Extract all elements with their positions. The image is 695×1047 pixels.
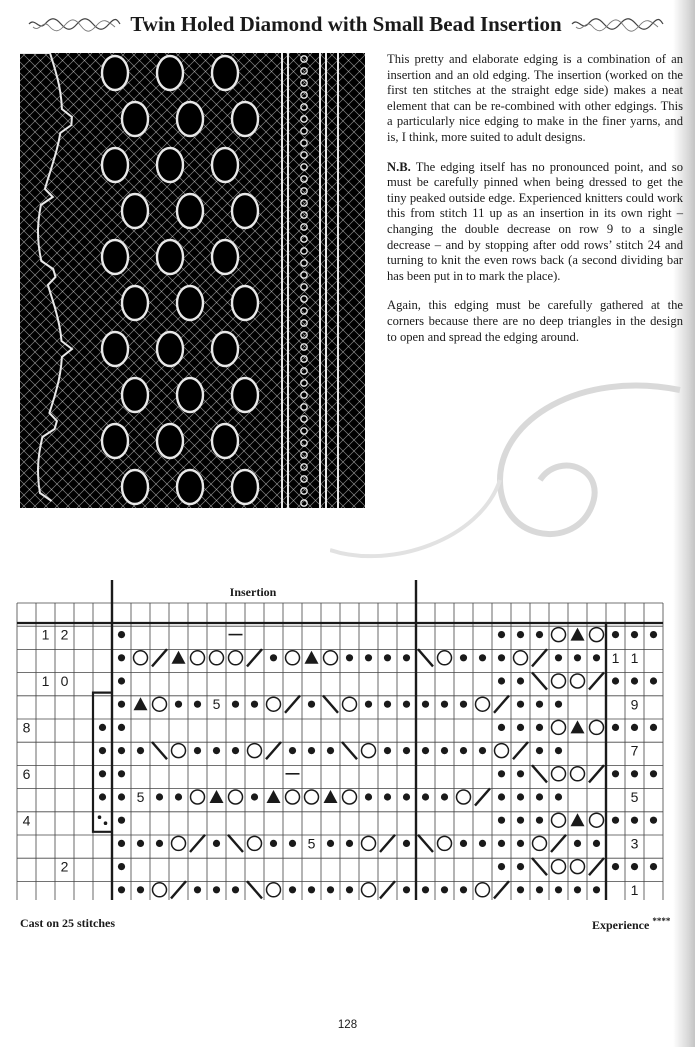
yarn-over bbox=[552, 628, 566, 642]
description-text bbox=[387, 52, 683, 359]
knit-stitch bbox=[346, 886, 353, 893]
k2tog bbox=[266, 742, 281, 759]
knit-stitch bbox=[403, 793, 410, 800]
knit-stitch bbox=[194, 747, 201, 754]
gathering-paragraph: Again, this edging must be carefully gathered at the corners because there are no deep triangles in the design to open and spread the edging around. bbox=[387, 298, 683, 344]
yarn-over bbox=[552, 674, 566, 688]
experience-rating bbox=[592, 916, 670, 933]
right-ornament-icon bbox=[570, 15, 665, 33]
k2tog bbox=[190, 835, 205, 852]
yarn-over bbox=[590, 628, 604, 642]
yarn-over bbox=[590, 720, 604, 734]
knit-stitch bbox=[536, 724, 543, 731]
yarn-over bbox=[476, 697, 490, 711]
knit-stitch bbox=[99, 747, 106, 754]
knit-stitch bbox=[517, 886, 524, 893]
knit-stitch bbox=[612, 863, 619, 870]
knit-stitch bbox=[498, 793, 505, 800]
yarn-over bbox=[267, 697, 281, 711]
knit-stitch bbox=[118, 747, 125, 754]
knit-stitch bbox=[555, 793, 562, 800]
knitting-chart bbox=[10, 580, 670, 900]
yarn-over bbox=[362, 744, 376, 758]
row-number: 3 bbox=[630, 835, 639, 852]
knit-stitch bbox=[460, 747, 467, 754]
knit-stitch bbox=[118, 770, 125, 777]
row-number: 1 bbox=[611, 649, 620, 666]
knit-stitch bbox=[118, 724, 125, 731]
k2tog bbox=[152, 649, 167, 666]
ssk bbox=[532, 672, 547, 689]
page-number: 128 bbox=[337, 1019, 358, 1031]
knit-stitch bbox=[555, 701, 562, 708]
row-number: 0 bbox=[60, 673, 69, 690]
yarn-over bbox=[552, 767, 566, 781]
page-header bbox=[14, 10, 678, 38]
row-number: 6 bbox=[22, 765, 31, 782]
knit-stitch bbox=[213, 886, 220, 893]
knit-stitch bbox=[346, 840, 353, 847]
knit-stitch bbox=[536, 747, 543, 754]
yarn-over bbox=[571, 674, 585, 688]
lace-pattern-image bbox=[20, 53, 365, 508]
k2tog bbox=[532, 649, 547, 666]
knit-stitch bbox=[156, 793, 163, 800]
ssk bbox=[342, 742, 357, 759]
knit-stitch bbox=[441, 747, 448, 754]
yarn-over bbox=[248, 744, 262, 758]
knit-stitch bbox=[593, 654, 600, 661]
knit-stitch bbox=[365, 793, 372, 800]
knit-stitch bbox=[631, 863, 638, 870]
knit-stitch bbox=[555, 886, 562, 893]
knit-stitch bbox=[612, 724, 619, 731]
knit-stitch bbox=[270, 654, 277, 661]
ssk bbox=[247, 881, 262, 898]
knitting-chart-svg bbox=[10, 580, 670, 900]
knit-stitch bbox=[422, 747, 429, 754]
knit-stitch bbox=[498, 863, 505, 870]
knit-stitch bbox=[479, 747, 486, 754]
row-number: 4 bbox=[22, 812, 31, 829]
knit-stitch bbox=[118, 863, 125, 870]
yarn-over bbox=[191, 651, 205, 665]
knit-stitch bbox=[289, 747, 296, 754]
knit-stitch bbox=[422, 886, 429, 893]
yarn-over bbox=[571, 767, 585, 781]
k2tog bbox=[285, 696, 300, 713]
knit-stitch bbox=[118, 793, 125, 800]
knit-stitch bbox=[194, 701, 201, 708]
knit-stitch bbox=[213, 840, 220, 847]
k2tog bbox=[513, 742, 528, 759]
double-decrease bbox=[571, 813, 585, 826]
knit-stitch bbox=[156, 840, 163, 847]
knit-stitch bbox=[536, 817, 543, 824]
knit-stitch bbox=[650, 817, 657, 824]
knit-stitch bbox=[137, 840, 144, 847]
knit-stitch bbox=[650, 631, 657, 638]
knit-stitch bbox=[289, 840, 296, 847]
knit-stitch bbox=[308, 886, 315, 893]
ssk bbox=[152, 742, 167, 759]
knit-stitch bbox=[251, 793, 258, 800]
decorative-swirl bbox=[330, 380, 690, 580]
k2tog bbox=[494, 696, 509, 713]
knit-stitch bbox=[137, 886, 144, 893]
double-decrease bbox=[571, 720, 585, 733]
chart-number: 5 bbox=[307, 835, 316, 852]
row-number: 1 bbox=[41, 626, 50, 643]
knit-stitch bbox=[612, 677, 619, 684]
knit-stitch bbox=[175, 793, 182, 800]
knit-stitch bbox=[631, 770, 638, 777]
yarn-over bbox=[590, 813, 604, 827]
knit-stitch bbox=[118, 701, 125, 708]
ssk bbox=[532, 858, 547, 875]
chart-number: 5 bbox=[136, 789, 145, 805]
knit-stitch bbox=[517, 793, 524, 800]
k2tog bbox=[589, 672, 604, 689]
yarn-over bbox=[229, 790, 243, 804]
knit-stitch bbox=[612, 817, 619, 824]
k2tog bbox=[475, 788, 490, 805]
knit-stitch bbox=[175, 701, 182, 708]
knit-stitch bbox=[232, 701, 239, 708]
row-number: 1 bbox=[41, 673, 50, 690]
knit-stitch bbox=[213, 747, 220, 754]
knit-stitch bbox=[365, 654, 372, 661]
knit-stitch bbox=[384, 654, 391, 661]
nb-paragraph bbox=[387, 160, 683, 285]
row-number: 7 bbox=[630, 742, 639, 759]
double-decrease bbox=[210, 790, 224, 803]
knit-stitch bbox=[517, 631, 524, 638]
chart-title: Insertion bbox=[229, 585, 277, 599]
row-number: 2 bbox=[60, 858, 69, 875]
row-number: 5 bbox=[630, 789, 639, 806]
bead bbox=[104, 821, 108, 825]
knit-stitch bbox=[118, 840, 125, 847]
knit-stitch bbox=[327, 886, 334, 893]
knit-stitch bbox=[270, 840, 277, 847]
knit-stitch bbox=[460, 886, 467, 893]
yarn-over bbox=[495, 744, 509, 758]
knit-stitch bbox=[631, 817, 638, 824]
knit-stitch bbox=[498, 840, 505, 847]
k2tog bbox=[171, 881, 186, 898]
experience-label: Experience bbox=[592, 918, 650, 932]
knit-stitch bbox=[631, 724, 638, 731]
k2tog bbox=[589, 765, 604, 782]
double-decrease bbox=[305, 651, 319, 664]
knit-stitch bbox=[384, 747, 391, 754]
knit-stitch bbox=[327, 747, 334, 754]
row-number: 8 bbox=[22, 719, 31, 736]
knit-stitch bbox=[517, 724, 524, 731]
knit-stitch bbox=[498, 631, 505, 638]
knit-stitch bbox=[612, 770, 619, 777]
double-decrease bbox=[324, 790, 338, 803]
yarn-over bbox=[552, 720, 566, 734]
knit-stitch bbox=[517, 770, 524, 777]
yarn-over bbox=[210, 651, 224, 665]
yarn-over bbox=[571, 860, 585, 874]
knit-stitch bbox=[308, 747, 315, 754]
yarn-over bbox=[191, 790, 205, 804]
row-number: 2 bbox=[60, 626, 69, 643]
yarn-over bbox=[153, 883, 167, 897]
knit-stitch bbox=[118, 677, 125, 684]
knit-stitch bbox=[118, 654, 125, 661]
yarn-over bbox=[248, 836, 262, 850]
knit-stitch bbox=[441, 886, 448, 893]
knit-stitch bbox=[118, 886, 125, 893]
knit-stitch bbox=[517, 817, 524, 824]
knit-stitch bbox=[460, 840, 467, 847]
knit-stitch bbox=[555, 747, 562, 754]
yarn-over bbox=[362, 836, 376, 850]
yarn-over bbox=[552, 860, 566, 874]
knit-stitch bbox=[441, 793, 448, 800]
knit-stitch bbox=[612, 631, 619, 638]
ssk bbox=[418, 649, 433, 666]
knit-stitch bbox=[422, 701, 429, 708]
knit-stitch bbox=[498, 654, 505, 661]
ssk bbox=[323, 696, 338, 713]
knit-stitch bbox=[460, 701, 467, 708]
bead bbox=[98, 815, 102, 819]
yarn-over bbox=[286, 790, 300, 804]
ssk bbox=[228, 835, 243, 852]
nb-label: N.B. bbox=[387, 159, 411, 174]
row-number: 1 bbox=[630, 881, 639, 898]
knit-stitch bbox=[384, 701, 391, 708]
knit-stitch bbox=[99, 724, 106, 731]
yarn-over bbox=[533, 836, 547, 850]
row-number: 9 bbox=[630, 696, 639, 713]
double-decrease bbox=[267, 790, 281, 803]
experience-stars: **** bbox=[652, 916, 671, 926]
knit-stitch bbox=[574, 840, 581, 847]
knit-stitch bbox=[479, 654, 486, 661]
knit-stitch bbox=[536, 701, 543, 708]
knit-stitch bbox=[232, 747, 239, 754]
chart-step-outline bbox=[93, 693, 112, 832]
knit-stitch bbox=[99, 793, 106, 800]
knit-stitch bbox=[460, 654, 467, 661]
knit-stitch bbox=[441, 701, 448, 708]
knit-stitch bbox=[631, 631, 638, 638]
knit-stitch bbox=[498, 724, 505, 731]
knit-stitch bbox=[536, 886, 543, 893]
lace-photograph bbox=[20, 53, 365, 508]
knit-stitch bbox=[118, 631, 125, 638]
yarn-over bbox=[172, 744, 186, 758]
knit-stitch bbox=[403, 886, 410, 893]
cast-on-note: Cast on 25 stitches bbox=[20, 916, 115, 930]
double-decrease bbox=[134, 697, 148, 710]
yarn-over bbox=[457, 790, 471, 804]
knit-stitch bbox=[403, 701, 410, 708]
yarn-over bbox=[324, 651, 338, 665]
yarn-over bbox=[172, 836, 186, 850]
row-number: 1 bbox=[630, 649, 639, 666]
knit-stitch bbox=[555, 654, 562, 661]
yarn-over bbox=[552, 813, 566, 827]
knit-stitch bbox=[384, 793, 391, 800]
yarn-over bbox=[343, 697, 357, 711]
knit-stitch bbox=[517, 840, 524, 847]
ssk bbox=[532, 765, 547, 782]
k2tog bbox=[494, 881, 509, 898]
knit-stitch bbox=[308, 701, 315, 708]
knit-stitch bbox=[498, 817, 505, 824]
knit-stitch bbox=[346, 654, 353, 661]
knit-stitch bbox=[251, 701, 258, 708]
knit-stitch bbox=[536, 793, 543, 800]
double-decrease bbox=[172, 651, 186, 664]
k2tog bbox=[380, 881, 395, 898]
knit-stitch bbox=[517, 863, 524, 870]
knit-stitch bbox=[232, 886, 239, 893]
left-ornament-icon bbox=[27, 15, 122, 33]
knit-stitch bbox=[289, 886, 296, 893]
knit-stitch bbox=[194, 886, 201, 893]
yarn-over bbox=[286, 651, 300, 665]
yarn-over bbox=[438, 651, 452, 665]
knit-stitch bbox=[631, 677, 638, 684]
knit-stitch bbox=[403, 654, 410, 661]
yarn-over bbox=[229, 651, 243, 665]
knit-stitch bbox=[650, 724, 657, 731]
chart-number: 5 bbox=[212, 696, 221, 713]
knit-stitch bbox=[118, 817, 125, 824]
ssk bbox=[418, 835, 433, 852]
k2tog bbox=[589, 858, 604, 875]
knit-stitch bbox=[517, 701, 524, 708]
knit-stitch bbox=[650, 863, 657, 870]
knit-stitch bbox=[574, 886, 581, 893]
k2tog bbox=[551, 835, 566, 852]
yarn-over bbox=[514, 651, 528, 665]
knit-stitch bbox=[517, 677, 524, 684]
knit-stitch bbox=[574, 654, 581, 661]
knit-stitch bbox=[403, 840, 410, 847]
knit-stitch bbox=[327, 840, 334, 847]
yarn-over bbox=[362, 883, 376, 897]
yarn-over bbox=[267, 883, 281, 897]
double-decrease bbox=[571, 628, 585, 641]
knit-stitch bbox=[365, 701, 372, 708]
k2tog bbox=[247, 649, 262, 666]
knit-stitch bbox=[422, 793, 429, 800]
knit-stitch bbox=[536, 631, 543, 638]
knit-stitch bbox=[99, 770, 106, 777]
page-title: Twin Holed Diamond with Small Bead Insertion bbox=[130, 11, 562, 36]
yarn-over bbox=[134, 651, 148, 665]
knit-stitch bbox=[650, 770, 657, 777]
nb-text: The edging itself has no pronounced point, and so must be carefully pinned when being dressed to get the tiny peaked outside edge. Experienced knitters could work this from stitch 11 up as an insertion in its own right – changing the double decrease on row 9 to a single decrease – and by stopping after odd rows’ stitch 24 and turning to knit the even rows back (a second dividing bar has been put in to mark the place). bbox=[387, 159, 683, 283]
yarn-over bbox=[438, 836, 452, 850]
knit-stitch bbox=[498, 677, 505, 684]
knit-stitch bbox=[593, 886, 600, 893]
yarn-over bbox=[343, 790, 357, 804]
yarn-over bbox=[153, 697, 167, 711]
knit-stitch bbox=[498, 770, 505, 777]
knit-stitch bbox=[403, 747, 410, 754]
knit-stitch bbox=[650, 677, 657, 684]
intro-paragraph: This pretty and elaborate edging is a combination of an insertion and an old edging. The insertion (worked on the first ten stitches at the straight edge side) makes a neat element that can be re-combined with other edgings. This a particularly nice edging to make in the finer yarns, and is, I think, more suited to adult designs. bbox=[387, 52, 683, 144]
knit-stitch bbox=[593, 840, 600, 847]
knit-stitch bbox=[137, 747, 144, 754]
yarn-over bbox=[305, 790, 319, 804]
knit-stitch bbox=[479, 840, 486, 847]
yarn-over bbox=[476, 883, 490, 897]
k2tog bbox=[380, 835, 395, 852]
